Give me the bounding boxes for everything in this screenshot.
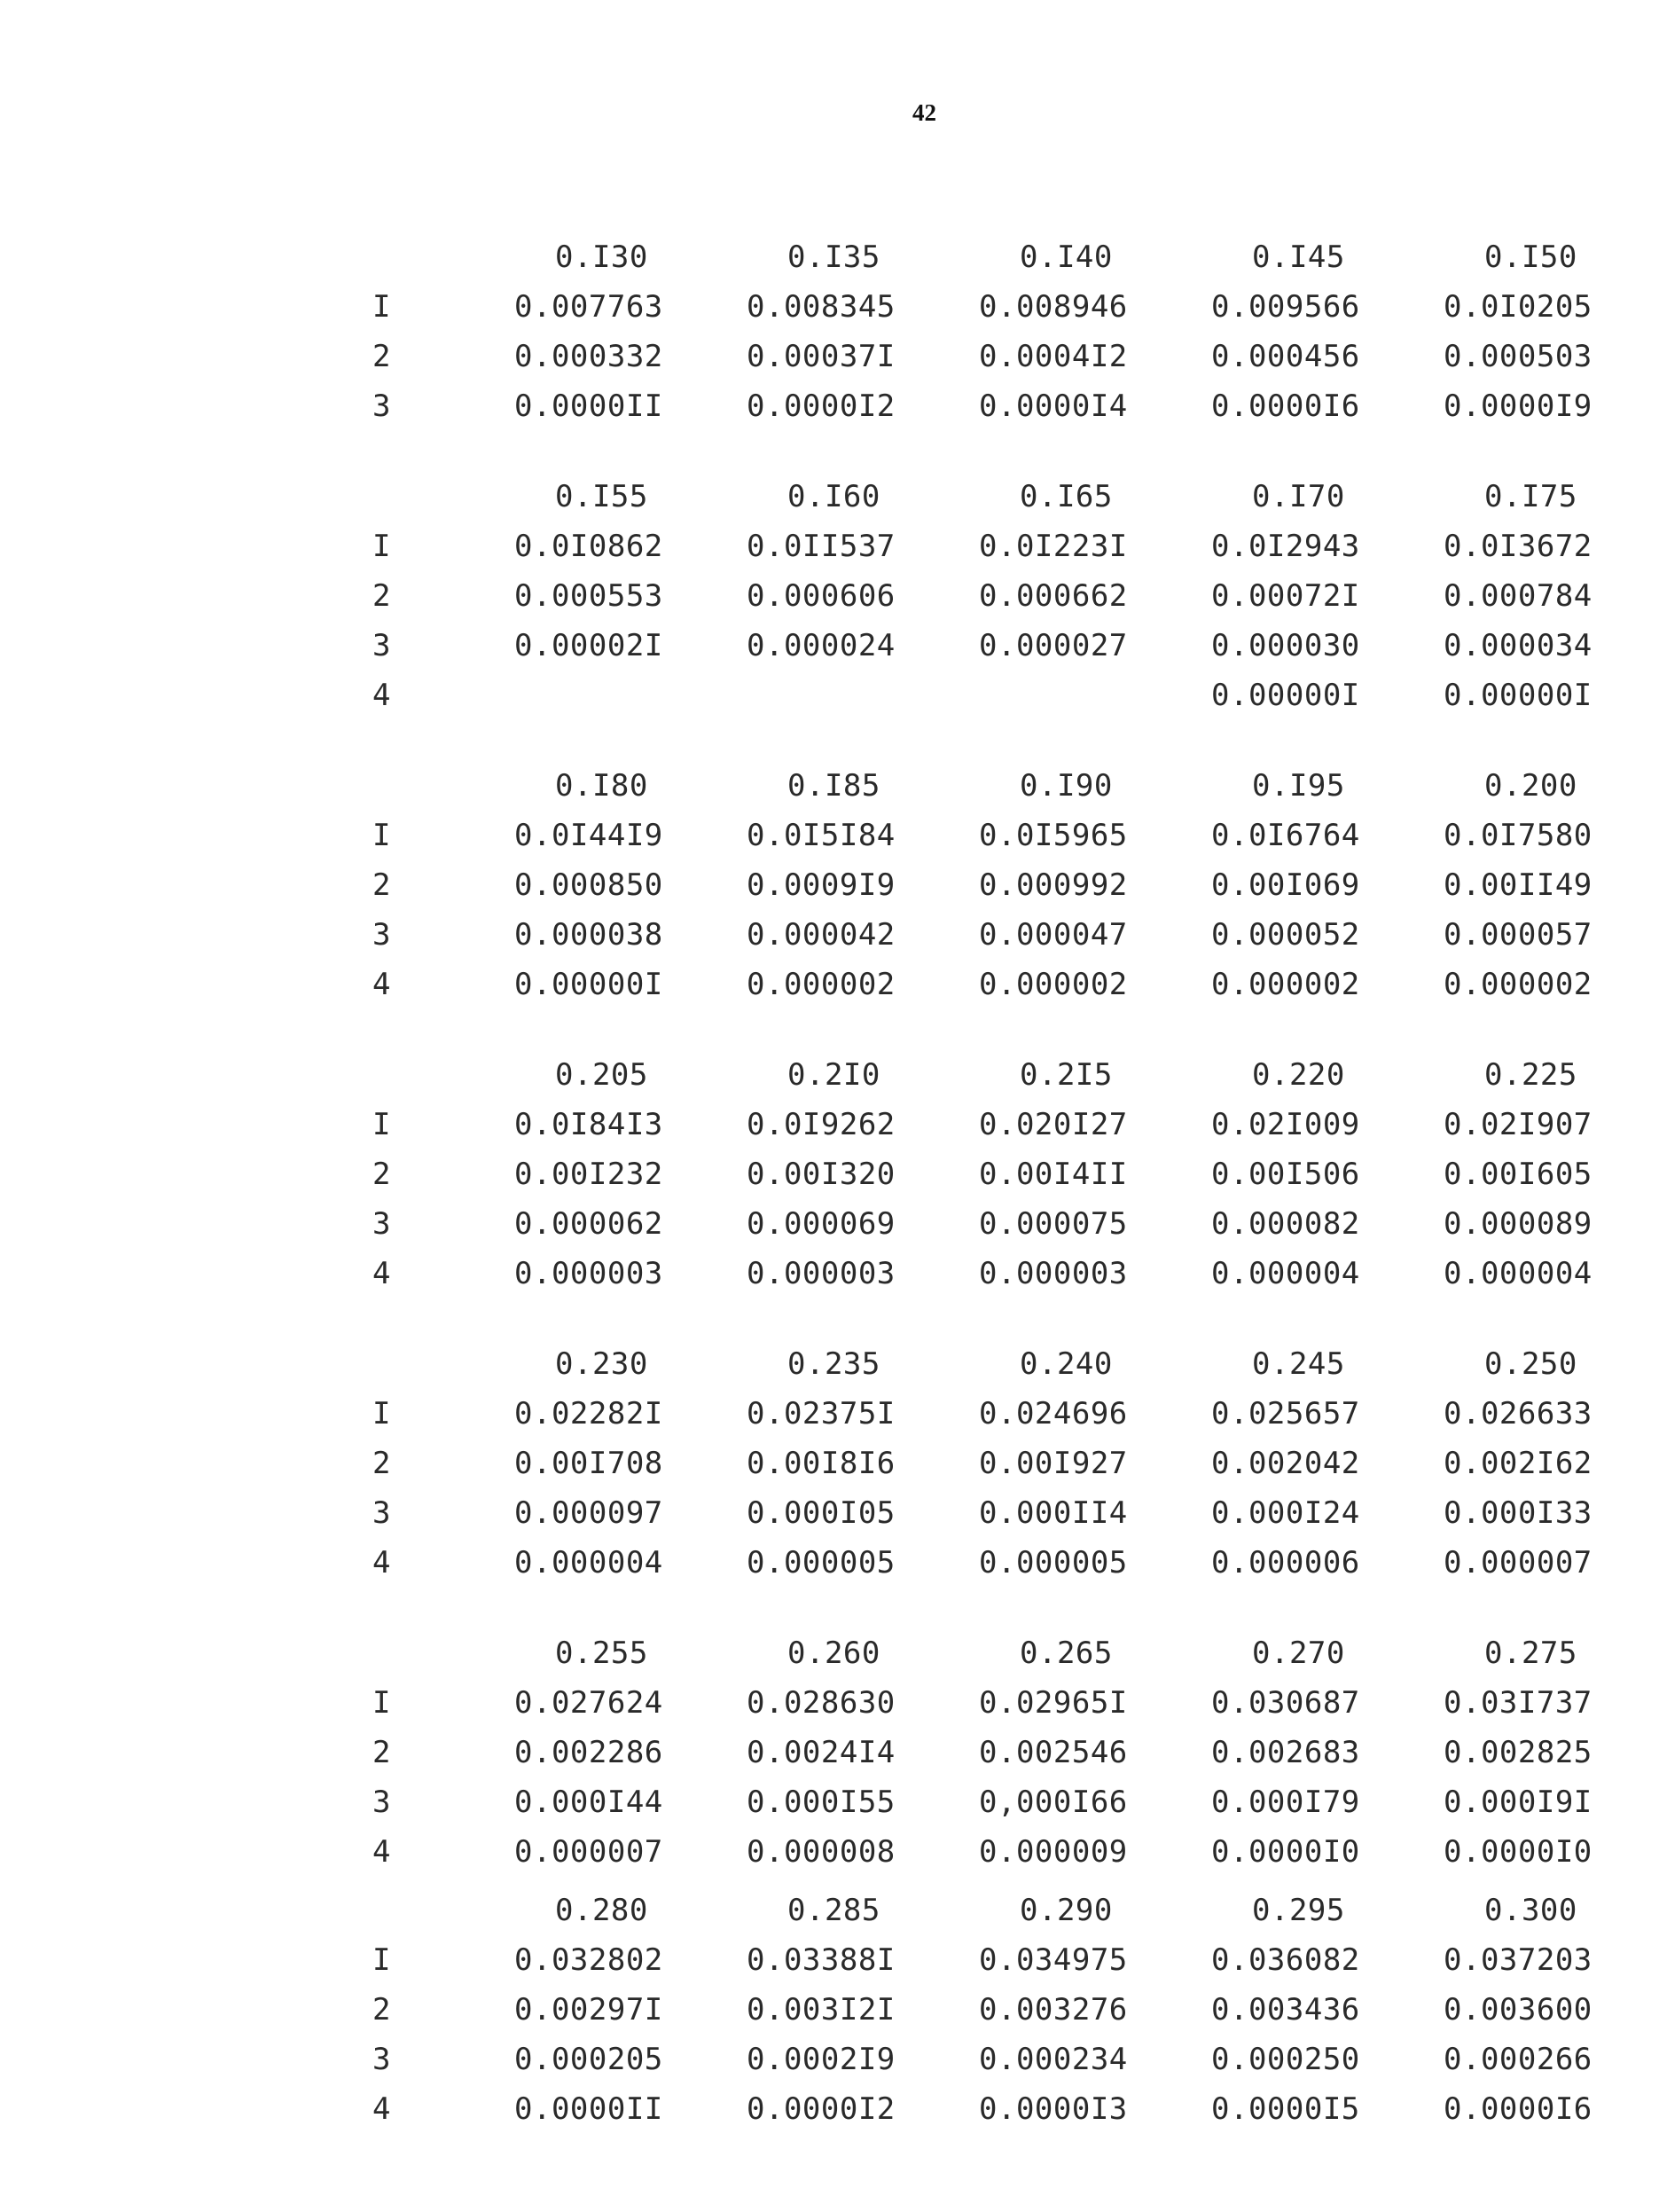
column-header: 0.I70: [1252, 479, 1345, 514]
table-cell: 0.000456: [1211, 339, 1360, 374]
table-cell: 0.0000I5: [1211, 2091, 1360, 2127]
column-header: 0.285: [787, 1893, 880, 1928]
column-header: 0.I60: [787, 479, 880, 514]
table-row: [372, 860, 1659, 910]
column-header: 0.I85: [787, 768, 880, 804]
table-cell: 0.026633: [1444, 1396, 1592, 1432]
table-cell: 0.03388I: [747, 1942, 896, 1978]
table-cell: 0.000082: [1211, 1206, 1360, 1242]
header-row: [372, 1886, 1659, 1935]
column-header: 0.300: [1484, 1893, 1577, 1928]
table-row: [372, 332, 1659, 381]
table-cell: 0.000332: [514, 339, 663, 374]
table-row: [372, 1389, 1659, 1439]
row-label: 4: [372, 2091, 391, 2127]
column-header: 0.I35: [787, 239, 880, 275]
table-row: [372, 1199, 1659, 1249]
table-row: [372, 1935, 1659, 1985]
row-label: 3: [372, 1495, 391, 1531]
table-cell: 0.000002: [1211, 967, 1360, 1002]
row-label: 2: [372, 1992, 391, 2028]
table-cell: 0.002683: [1211, 1735, 1360, 1770]
table-row: [372, 1777, 1659, 1827]
column-header: 0.I50: [1484, 239, 1577, 275]
table-block: [372, 1628, 1659, 1877]
header-row: [372, 1339, 1659, 1389]
row-label: I: [372, 1396, 391, 1432]
table-cell: 0.000075: [979, 1206, 1128, 1242]
column-header: 0.I95: [1252, 768, 1345, 804]
table-cell: 0.0II537: [747, 529, 896, 564]
table-cell: 0.030687: [1211, 1685, 1360, 1721]
table-cell: 0.0I5965: [979, 818, 1128, 853]
table-cell: 0.000I33: [1444, 1495, 1592, 1531]
table-cell: 0.000I24: [1211, 1495, 1360, 1531]
table-cell: 0.000503: [1444, 339, 1592, 374]
table-cell: 0.000052: [1211, 917, 1360, 953]
table-cell: 0.036082: [1211, 1942, 1360, 1978]
table-cell: 0.000089: [1444, 1206, 1592, 1242]
row-label: 2: [372, 1735, 391, 1770]
row-label: 2: [372, 339, 391, 374]
table-cell: 0.000002: [747, 967, 896, 1002]
table-row: [372, 811, 1659, 860]
table-cell: 0.000234: [979, 2042, 1128, 2077]
table-cell: 0.000007: [1444, 1545, 1592, 1581]
table-row: [372, 1985, 1659, 2035]
table-cell: 0.0000II: [514, 388, 663, 424]
table-cell: 0.000606: [747, 578, 896, 614]
row-label: 3: [372, 388, 391, 424]
table-block: [372, 1050, 1659, 1298]
table-block: [372, 472, 1659, 720]
row-label: 4: [372, 1256, 391, 1291]
column-header: 0.2I5: [1020, 1057, 1113, 1093]
table-cell: 0.00I708: [514, 1446, 663, 1481]
table-cell: 0.032802: [514, 1942, 663, 1978]
table-cell: 0.003I2I: [747, 1992, 896, 2028]
table-cell: 0.000009: [979, 1834, 1128, 1870]
row-label: 4: [372, 678, 391, 713]
table-cell: 0.0000I2: [747, 2091, 896, 2127]
table-cell: 0.000850: [514, 867, 663, 903]
table-block: [372, 232, 1659, 431]
table-cell: 0.000030: [1211, 628, 1360, 663]
table-row: [372, 1728, 1659, 1777]
page-number: 42: [912, 99, 936, 126]
table-cell: 0.000I55: [747, 1785, 896, 1820]
table-cell: 0.00I069: [1211, 867, 1360, 903]
table-cell: 0.000I44: [514, 1785, 663, 1820]
table-cell: 0.000038: [514, 917, 663, 953]
table-cell: 0.000005: [979, 1545, 1128, 1581]
row-label: I: [372, 289, 391, 325]
table-row: [372, 1149, 1659, 1199]
table-cell: 0.024696: [979, 1396, 1128, 1432]
table-cell: 0.008946: [979, 289, 1128, 325]
table-cell: 0.0I9262: [747, 1107, 896, 1142]
table-cell: 0.00I605: [1444, 1157, 1592, 1192]
table-row: [372, 282, 1659, 332]
table-cell: 0.025657: [1211, 1396, 1360, 1432]
table-cell: 0.02282I: [514, 1396, 663, 1432]
table-cell: 0.002286: [514, 1735, 663, 1770]
table-cell: 0.00037I: [747, 339, 896, 374]
table-cell: 0.000I05: [747, 1495, 896, 1531]
table-cell: 0.000004: [1211, 1256, 1360, 1291]
table-cell: 0.0I6764: [1211, 818, 1360, 853]
table-cell: 0.028630: [747, 1685, 896, 1721]
table-row: [372, 2035, 1659, 2084]
column-header: 0.I65: [1020, 479, 1113, 514]
table-cell: 0.00002I: [514, 628, 663, 663]
column-header: 0.2I0: [787, 1057, 880, 1093]
table-cell: 0.002I62: [1444, 1446, 1592, 1481]
table-cell: 0.027624: [514, 1685, 663, 1721]
table-cell: 0.00072I: [1211, 578, 1360, 614]
table-block: [372, 1886, 1659, 2134]
table-row: [372, 522, 1659, 571]
table-cell: 0.00I506: [1211, 1157, 1360, 1192]
column-header: 0.235: [787, 1346, 880, 1382]
table-cell: 0.000097: [514, 1495, 663, 1531]
table-cell: 0.003276: [979, 1992, 1128, 2028]
row-label: I: [372, 1942, 391, 1978]
column-header: 0.260: [787, 1635, 880, 1671]
table-row: [372, 1439, 1659, 1488]
table-cell: 0.002825: [1444, 1735, 1592, 1770]
table-cell: 0.02965I: [979, 1685, 1128, 1721]
column-header: 0.I80: [555, 768, 648, 804]
row-label: 3: [372, 628, 391, 663]
column-header: 0.225: [1484, 1057, 1577, 1093]
table-cell: 0.00I232: [514, 1157, 663, 1192]
table-cell: 0.003600: [1444, 1992, 1592, 2028]
table-cell: 0.0I84I3: [514, 1107, 663, 1142]
row-label: 2: [372, 1157, 391, 1192]
table-cell: 0.02375I: [747, 1396, 896, 1432]
table-row: [372, 621, 1659, 671]
table-row: [372, 2084, 1659, 2134]
row-label: 3: [372, 1206, 391, 1242]
row-label: 4: [372, 1834, 391, 1870]
table-row: [372, 381, 1659, 431]
table-row: [372, 1249, 1659, 1298]
table-cell: 0.0000I0: [1211, 1834, 1360, 1870]
table-cell: 0.000266: [1444, 2042, 1592, 2077]
row-label: I: [372, 1685, 391, 1721]
table-cell: 0.02I907: [1444, 1107, 1592, 1142]
column-header: 0.275: [1484, 1635, 1577, 1671]
column-header: 0.I45: [1252, 239, 1345, 275]
table-cell: 0.0002I9: [747, 2042, 896, 2077]
table-cell: 0.0I44I9: [514, 818, 663, 853]
table-cell: 0.000662: [979, 578, 1128, 614]
table-cell: 0.002546: [979, 1735, 1128, 1770]
column-header: 0.220: [1252, 1057, 1345, 1093]
column-header: 0.265: [1020, 1635, 1113, 1671]
table-cell: 0.000069: [747, 1206, 896, 1242]
header-row: [372, 761, 1659, 811]
table-cell: 0.0000I0: [1444, 1834, 1592, 1870]
table-cell: 0.0I5I84: [747, 818, 896, 853]
table-cell: 0.000250: [1211, 2042, 1360, 2077]
table-cell: 0.000II4: [979, 1495, 1128, 1531]
table-cell: 0.000002: [1444, 967, 1592, 1002]
table-cell: 0.000003: [514, 1256, 663, 1291]
row-label: 2: [372, 578, 391, 614]
numeric-table: [372, 232, 1659, 2175]
column-header: 0.I40: [1020, 239, 1113, 275]
table-cell: 0.02I009: [1211, 1107, 1360, 1142]
table-cell: 0.037203: [1444, 1942, 1592, 1978]
table-cell: 0.00I8I6: [747, 1446, 896, 1481]
row-label: 2: [372, 1446, 391, 1481]
table-cell: 0.000047: [979, 917, 1128, 953]
table-cell: 0.000027: [979, 628, 1128, 663]
row-label: 3: [372, 2042, 391, 2077]
table-row: [372, 571, 1659, 621]
table-cell: 0.00I320: [747, 1157, 896, 1192]
table-row: [372, 1100, 1659, 1149]
table-cell: 0.007763: [514, 289, 663, 325]
table-cell: 0.0I0862: [514, 529, 663, 564]
table-cell: 0.000006: [1211, 1545, 1360, 1581]
row-label: 3: [372, 917, 391, 953]
table-cell: 0.000992: [979, 867, 1128, 903]
table-block: [372, 761, 1659, 1009]
row-label: I: [372, 818, 391, 853]
table-cell: 0.00297I: [514, 1992, 663, 2028]
table-cell: 0.0I223I: [979, 529, 1128, 564]
table-row: [372, 1538, 1659, 1588]
table-cell: 0.000057: [1444, 917, 1592, 953]
table-cell: 0.0000I3: [979, 2091, 1128, 2127]
table-cell: 0.0000I9: [1444, 388, 1592, 424]
table-cell: 0.000553: [514, 578, 663, 614]
table-cell: 0.00II49: [1444, 867, 1592, 903]
table-cell: 0.000005: [747, 1545, 896, 1581]
table-row: [372, 1827, 1659, 1877]
table-cell: 0.0004I2: [979, 339, 1128, 374]
row-label: I: [372, 1107, 391, 1142]
table-row: [372, 1678, 1659, 1728]
table-block: [372, 1339, 1659, 1588]
table-cell: 0.000062: [514, 1206, 663, 1242]
table-cell: 0.000I79: [1211, 1785, 1360, 1820]
table-cell: 0.000034: [1444, 628, 1592, 663]
table-cell: 0.0000I2: [747, 388, 896, 424]
table-row: [372, 1488, 1659, 1538]
column-header: 0.290: [1020, 1893, 1113, 1928]
row-label: 2: [372, 867, 391, 903]
table-cell: 0.0I7580: [1444, 818, 1592, 853]
table-cell: 0.0000II: [514, 2091, 663, 2127]
table-cell: 0.000205: [514, 2042, 663, 2077]
table-cell: 0.0I3672: [1444, 529, 1592, 564]
header-row: [372, 232, 1659, 282]
table-row: [372, 960, 1659, 1009]
table-cell: 0.002042: [1211, 1446, 1360, 1481]
row-label: I: [372, 529, 391, 564]
column-header: 0.I30: [555, 239, 648, 275]
column-header: 0.230: [555, 1346, 648, 1382]
row-label: 3: [372, 1785, 391, 1820]
table-cell: 0.000002: [979, 967, 1128, 1002]
table-cell: 0.000784: [1444, 578, 1592, 614]
table-cell: 0.020I27: [979, 1107, 1128, 1142]
table-cell: 0,000I66: [979, 1785, 1128, 1820]
table-cell: 0.0000I4: [979, 388, 1128, 424]
table-cell: 0.003436: [1211, 1992, 1360, 2028]
table-cell: 0.0I2943: [1211, 529, 1360, 564]
table-cell: 0.00I4II: [979, 1157, 1128, 1192]
table-cell: 0.000003: [979, 1256, 1128, 1291]
column-header: 0.I75: [1484, 479, 1577, 514]
column-header: 0.205: [555, 1057, 648, 1093]
table-cell: 0.0000I6: [1211, 388, 1360, 424]
table-cell: 0.000008: [747, 1834, 896, 1870]
column-header: 0.245: [1252, 1346, 1345, 1382]
row-label: 4: [372, 1545, 391, 1581]
column-header: 0.270: [1252, 1635, 1345, 1671]
table-cell: 0.008345: [747, 289, 896, 325]
table-cell: 0.000004: [1444, 1256, 1592, 1291]
table-cell: 0.03I737: [1444, 1685, 1592, 1721]
column-header: 0.200: [1484, 768, 1577, 804]
table-cell: 0.000024: [747, 628, 896, 663]
table-cell: 0.034975: [979, 1942, 1128, 1978]
table-cell: 0.000003: [747, 1256, 896, 1291]
table-cell: 0.00000I: [1444, 678, 1592, 713]
column-header: 0.255: [555, 1635, 648, 1671]
table-cell: 0.000I9I: [1444, 1785, 1592, 1820]
column-header: 0.280: [555, 1893, 648, 1928]
column-header: 0.I55: [555, 479, 648, 514]
table-cell: 0.0009I9: [747, 867, 896, 903]
table-cell: 0.0000I6: [1444, 2091, 1592, 2127]
table-cell: 0.0024I4: [747, 1735, 896, 1770]
table-cell: 0.00000I: [1211, 678, 1360, 713]
header-row: [372, 1050, 1659, 1100]
table-cell: 0.0I0205: [1444, 289, 1592, 325]
column-header: 0.295: [1252, 1893, 1345, 1928]
header-row: [372, 1628, 1659, 1678]
table-cell: 0.00000I: [514, 967, 663, 1002]
table-cell: 0.000004: [514, 1545, 663, 1581]
table-cell: 0.009566: [1211, 289, 1360, 325]
table-cell: 0.000042: [747, 917, 896, 953]
column-header: 0.240: [1020, 1346, 1113, 1382]
column-header: 0.I90: [1020, 768, 1113, 804]
table-cell: 0.00I927: [979, 1446, 1128, 1481]
table-row: [372, 671, 1659, 720]
row-label: 4: [372, 967, 391, 1002]
column-header: 0.250: [1484, 1346, 1577, 1382]
table-row: [372, 910, 1659, 960]
header-row: [372, 472, 1659, 522]
table-cell: 0.000007: [514, 1834, 663, 1870]
